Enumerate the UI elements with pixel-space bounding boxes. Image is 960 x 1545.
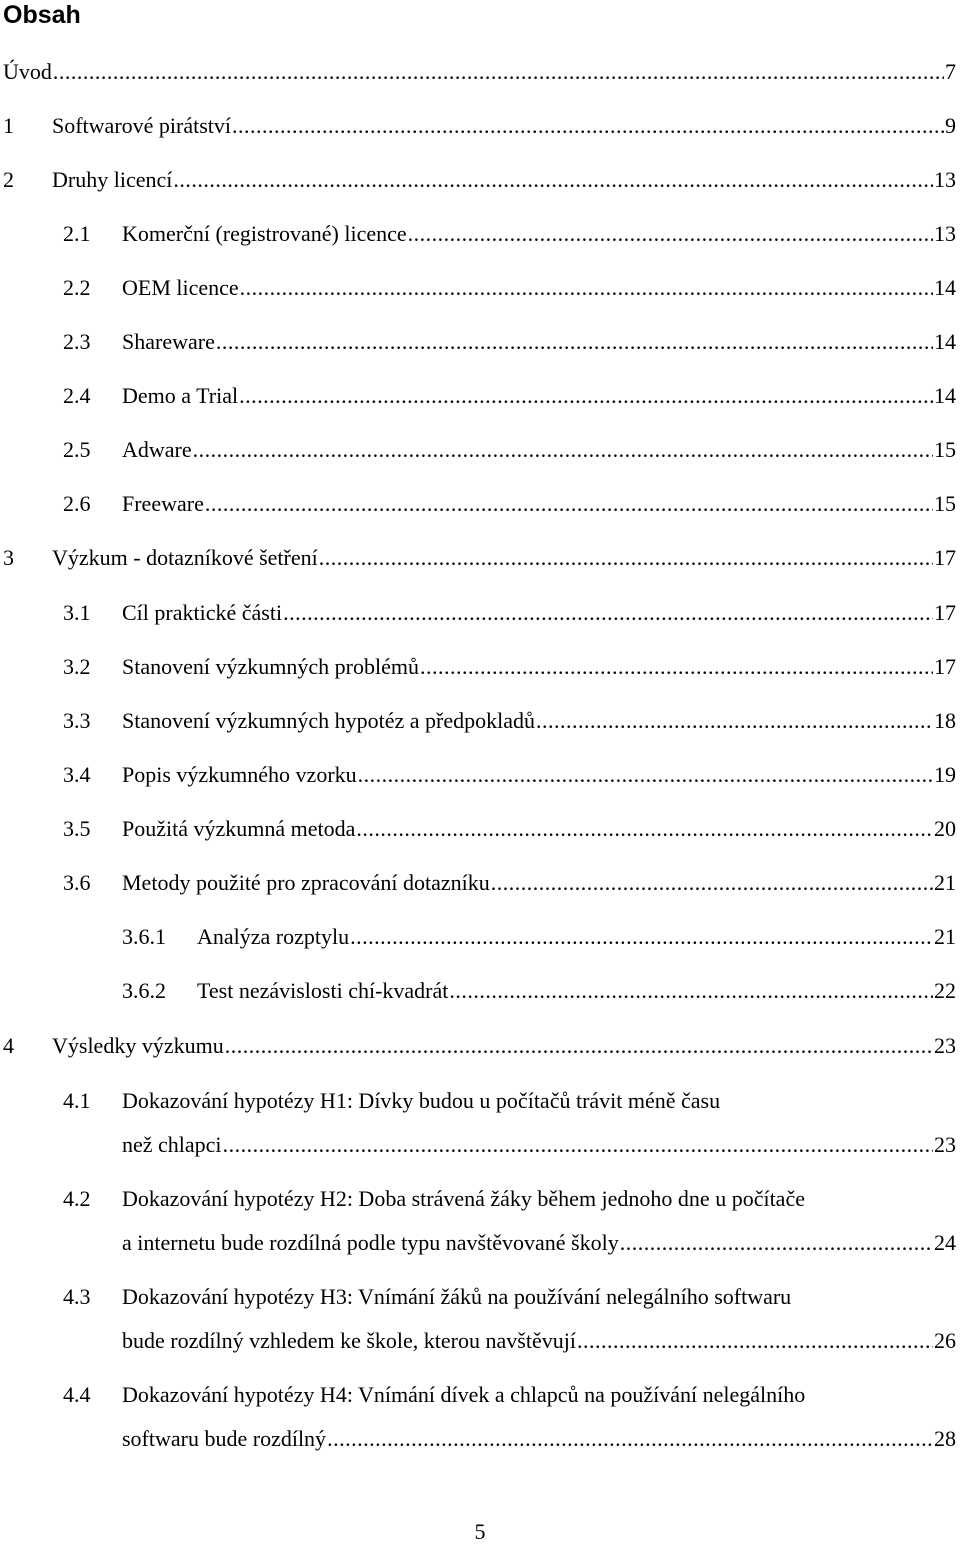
toc-entry-title: Komerční (registrované) licence — [122, 221, 407, 246]
toc-entry-page: 9 — [945, 113, 956, 138]
toc-entry-title: Výzkum - dotazníkové šetření — [52, 545, 318, 570]
toc-entry-number: 3.5 — [63, 816, 91, 841]
toc-entry-page: 14 — [934, 275, 956, 300]
toc-leader-dots — [327, 1426, 933, 1452]
toc-entry[interactable] — [0, 816, 960, 842]
page-title: Obsah — [3, 1, 81, 29]
toc-entry-page: 14 — [934, 383, 956, 408]
toc-leader-dots — [239, 383, 933, 409]
toc-entry-number: 1 — [3, 113, 14, 138]
toc-entry-title: Adware — [122, 437, 192, 462]
toc-entry-page: 28 — [934, 1426, 956, 1451]
toc-entry-title: Metody použité pro zpracování dotazníku — [122, 870, 490, 895]
toc-entry[interactable] — [0, 708, 960, 734]
toc-entry[interactable] — [0, 600, 960, 626]
toc-entry-title: Popis výzkumného vzorku — [122, 762, 357, 787]
toc-entry-number: 3.4 — [63, 762, 91, 787]
toc-entry-title: Analýza rozptylu — [197, 924, 350, 949]
toc-entry-page: 13 — [934, 221, 956, 246]
toc-leader-dots — [408, 221, 933, 247]
toc-entry[interactable] — [0, 113, 960, 139]
toc-leader-dots — [53, 59, 944, 85]
toc-entry[interactable] — [0, 1382, 960, 1408]
toc-leader-dots — [319, 545, 933, 571]
toc-leader-dots — [193, 437, 933, 463]
toc-leader-dots — [240, 275, 933, 301]
toc-entry-title: Úvod — [3, 59, 52, 84]
toc-leader-dots — [350, 924, 933, 950]
toc-entry-title: Výsledky výzkumu — [52, 1033, 224, 1058]
toc-entry-title: bude rozdílný vzhledem ke škole, kterou navštěvují — [122, 1328, 576, 1353]
toc-entry[interactable] — [0, 870, 960, 896]
toc-entry-continuation[interactable] — [0, 1328, 960, 1354]
toc-entry-continuation[interactable] — [0, 1230, 960, 1256]
toc-entry[interactable] — [0, 1088, 960, 1114]
toc-leader-dots — [216, 329, 933, 355]
toc-entry-number: 2.6 — [63, 491, 91, 516]
toc-entry-title: Demo a Trial — [122, 383, 239, 408]
toc-entry-title: Stanovení výzkumných hypotéz a předpokladů — [122, 708, 536, 733]
toc-entry-page: 18 — [934, 708, 956, 733]
toc-entry-number: 4.4 — [63, 1382, 91, 1407]
toc-entry-number: 3.1 — [63, 600, 91, 625]
toc-leader-dots — [620, 1230, 933, 1256]
toc-entry-title: OEM licence — [122, 275, 239, 300]
toc-entry[interactable] — [0, 978, 960, 1004]
toc-entry-number: 3.6 — [63, 870, 91, 895]
toc-entry-title: Stanovení výzkumných problémů — [122, 654, 419, 679]
toc-entry-title-line1: Dokazování hypotézy H4: Vnímání dívek a chlapců na používání nelegálního — [122, 1382, 806, 1407]
toc-entry-title: Použitá výzkumná metoda — [122, 816, 356, 841]
toc-leader-dots — [536, 708, 933, 734]
toc-entry-page: 17 — [934, 600, 956, 625]
toc-entry-number: 2.3 — [63, 329, 91, 354]
toc-entry[interactable] — [0, 1033, 960, 1059]
toc-entry-title-line1: Dokazování hypotézy H1: Dívky budou u počítačů trávit méně času — [122, 1088, 721, 1113]
toc-entry-title: než chlapci — [122, 1132, 222, 1157]
toc-entry-title: Softwarové pirátství — [52, 113, 232, 138]
toc-leader-dots — [577, 1328, 933, 1354]
toc-entry-title: Druhy licencí — [52, 167, 173, 192]
toc-entry[interactable] — [0, 275, 960, 301]
toc-entry-page: 17 — [934, 654, 956, 679]
toc-entry-page: 23 — [934, 1033, 956, 1058]
toc-entry[interactable] — [0, 762, 960, 788]
toc-entry-page: 21 — [934, 870, 956, 895]
toc-entry-title: Freeware — [122, 491, 204, 516]
toc-entry[interactable] — [0, 1284, 960, 1310]
toc-entry-page: 15 — [934, 437, 956, 462]
toc-entry[interactable] — [0, 59, 960, 85]
toc-entry[interactable] — [0, 167, 960, 193]
toc-entry-title: Test nezávislosti chí-kvadrát — [197, 978, 449, 1003]
toc-entry-number: 3.6.1 — [122, 924, 166, 949]
toc-entry-page: 23 — [934, 1132, 956, 1157]
toc-entry-page: 13 — [934, 167, 956, 192]
toc-leader-dots — [491, 870, 933, 896]
toc-entry-page: 24 — [934, 1230, 956, 1255]
toc-entry-number: 2 — [3, 167, 14, 192]
toc-entry-page: 20 — [934, 816, 956, 841]
toc-leader-dots — [173, 167, 933, 193]
toc-entry-title: Cíl praktické části — [122, 600, 283, 625]
toc-entry-number: 3 — [3, 545, 14, 570]
toc-entry-page: 19 — [934, 762, 956, 787]
toc-entry-page: 22 — [934, 978, 956, 1003]
page-number: 5 — [474, 1519, 486, 1544]
toc-leader-dots — [223, 1132, 933, 1158]
toc-entry-number: 2.2 — [63, 275, 91, 300]
toc-entry-title-line1: Dokazování hypotézy H2: Doba strávená žáky během jednoho dne u počítače — [122, 1186, 805, 1211]
toc-entry-number: 4 — [3, 1033, 14, 1058]
toc-entry-number: 3.3 — [63, 708, 91, 733]
toc-leader-dots — [283, 600, 933, 626]
toc-entry[interactable] — [0, 1186, 960, 1212]
toc-entry-number: 3.6.2 — [122, 978, 166, 1003]
toc-entry-title: a internetu bude rozdílná podle typu navštěvované školy — [122, 1230, 619, 1255]
toc-entry-page: 21 — [934, 924, 956, 949]
toc-entry-title-line1: Dokazování hypotézy H3: Vnímání žáků na používání nelegálního softwaru — [122, 1284, 792, 1309]
toc-entry-number: 3.2 — [63, 654, 91, 679]
toc-entry-number: 2.4 — [63, 383, 91, 408]
toc-entry-number: 4.2 — [63, 1186, 91, 1211]
toc-entry-number: 4.3 — [63, 1284, 91, 1309]
toc-entry-continuation[interactable] — [0, 1426, 960, 1452]
toc-leader-dots — [356, 816, 933, 842]
toc-entry[interactable] — [0, 924, 960, 950]
toc-entry-number: 2.1 — [63, 221, 91, 246]
toc-entry-continuation[interactable] — [0, 1132, 960, 1158]
toc-entry[interactable] — [0, 654, 960, 680]
toc-leader-dots — [358, 762, 933, 788]
toc-entry-page: 14 — [934, 329, 956, 354]
toc-leader-dots — [205, 491, 933, 517]
toc-entry-number: 2.5 — [63, 437, 91, 462]
toc-entry-page: 26 — [934, 1328, 956, 1353]
toc-entry-title: Shareware — [122, 329, 215, 354]
toc-entry[interactable] — [0, 383, 960, 409]
toc-leader-dots — [232, 113, 944, 139]
toc-leader-dots — [225, 1033, 933, 1059]
toc-entry[interactable] — [0, 545, 960, 571]
toc-entry-page: 7 — [945, 59, 956, 84]
toc-entry-page: 15 — [934, 491, 956, 516]
toc-entry-number: 4.1 — [63, 1088, 91, 1113]
toc-leader-dots — [449, 978, 933, 1004]
toc-entry-title: softwaru bude rozdílný — [122, 1426, 327, 1451]
toc-entry[interactable] — [0, 491, 960, 517]
toc-entry-page: 17 — [934, 545, 956, 570]
toc-entry[interactable] — [0, 329, 960, 355]
toc-entry[interactable] — [0, 221, 960, 247]
toc-entry[interactable] — [0, 437, 960, 463]
toc-leader-dots — [420, 654, 933, 680]
